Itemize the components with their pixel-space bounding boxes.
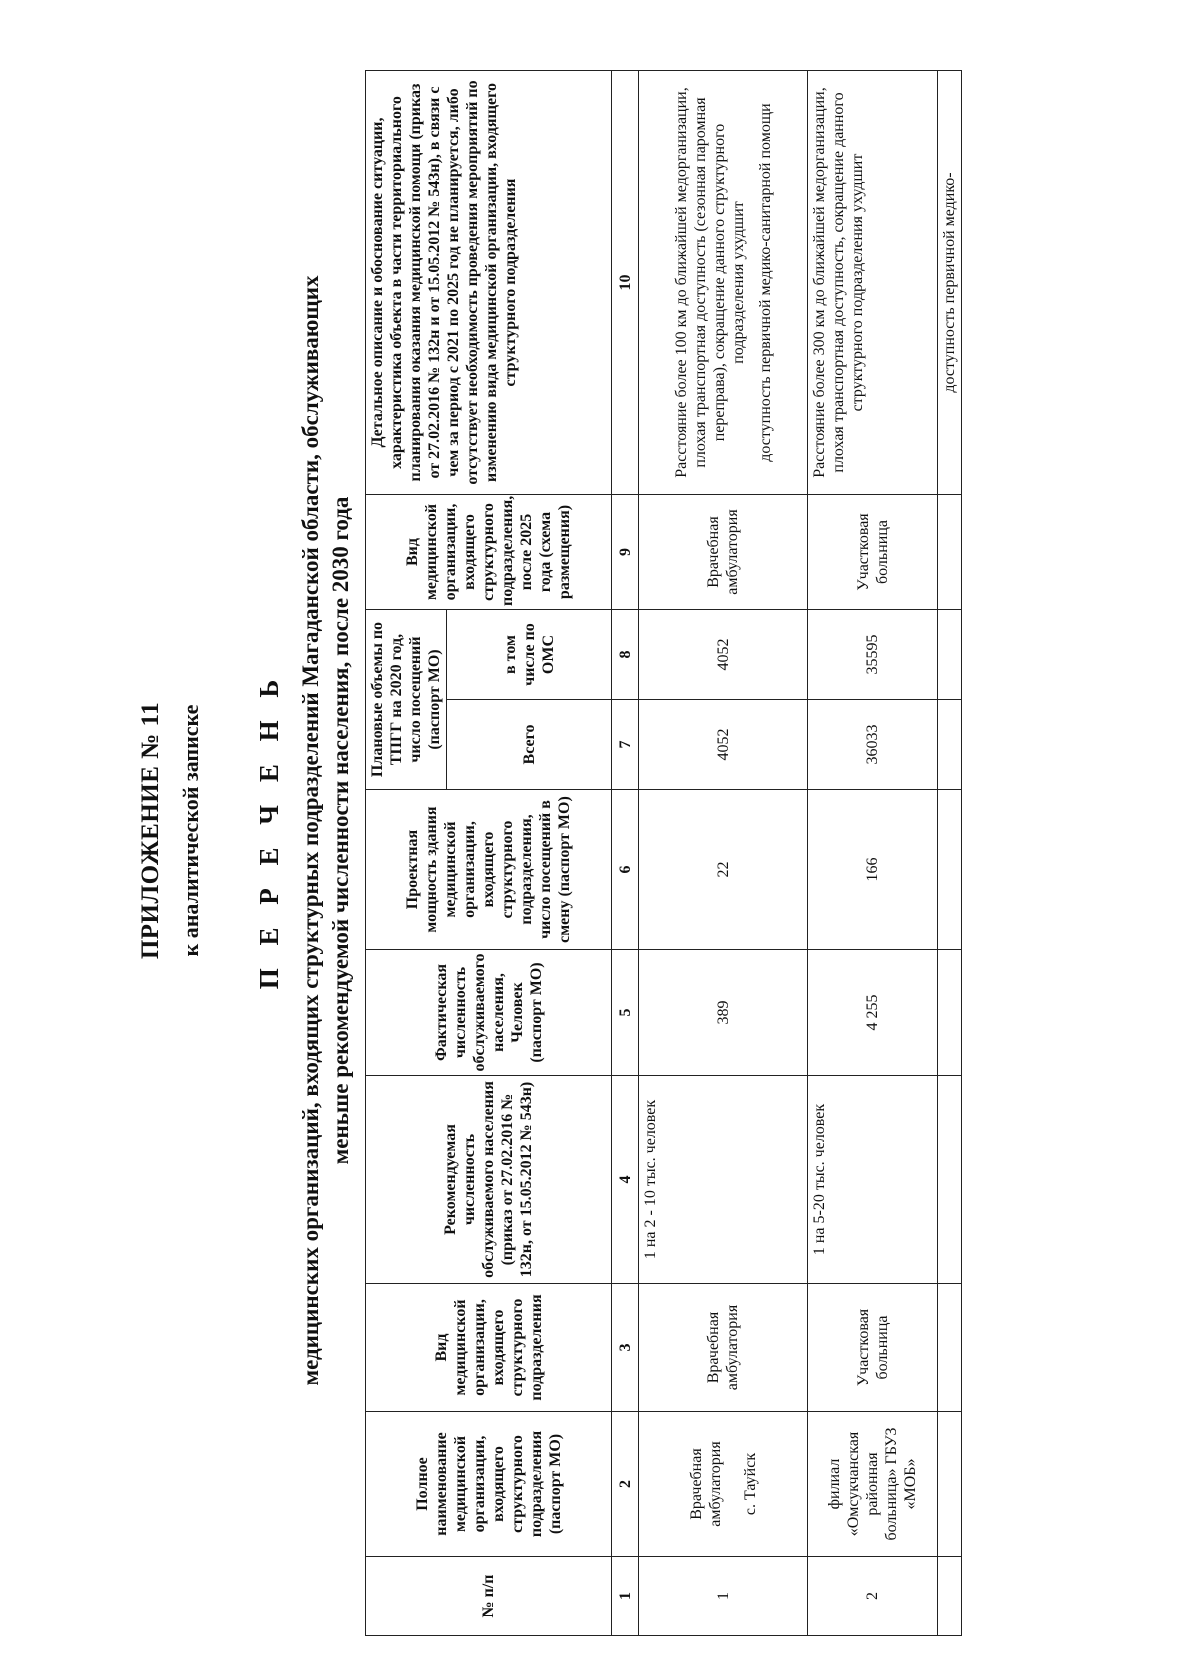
list-subtitle-line2: меньше рекомендуемой численности населения, после 2030 года xyxy=(328,496,353,1165)
header-description: Детальное описание и обоснование ситуации, характеристика объекта в части территориального планирования оказания медицинской помощи (приказ от 27.02.2016 № 132н и от 15.05.2012 № 543н), в связи с чем за период с 2021 по 2025 год не планируется, либо отсутствует необходимость проведения мероприятий по изменению вида медицинской организации, входящего структурного подразделения xyxy=(366,71,612,495)
partial-cell xyxy=(938,1412,962,1557)
partial-cell xyxy=(938,610,962,700)
header-full-name: Полное наименование медицинской организации, входящего структурного подразделения (паспорт МО) xyxy=(366,1412,612,1557)
row-capacity: 22 xyxy=(639,790,808,950)
header-actual: Фактическая численность обслуживаемого населения, Человек (паспорт МО) xyxy=(366,950,612,1076)
row-full-name-locality: с. Тауйск xyxy=(741,1452,759,1516)
row-full-name: филиал «Омсукчанская районная больница» ГБУЗ «МОБ» xyxy=(808,1412,938,1557)
row-recommended: 1 на 2 - 10 тыс. человек xyxy=(639,1076,808,1284)
row-oms: 4052 xyxy=(639,610,808,700)
row-full-name xyxy=(639,1412,808,1557)
partial-cell xyxy=(938,1284,962,1412)
partial-cell xyxy=(938,1076,962,1284)
table-row xyxy=(808,71,938,1636)
col-number: 8 xyxy=(612,610,639,700)
row-description-main: Расстояние более 100 км до ближайшей медорганизации, плохая транспортная доступность (сезонная паромная переправа), сокращение данного структурного подразделения ухудшит xyxy=(672,87,747,478)
col-number: 10 xyxy=(612,71,639,495)
col-number: 9 xyxy=(612,495,639,610)
partial-cell xyxy=(938,700,962,790)
column-numbers-row xyxy=(612,71,639,1636)
header-row-1 xyxy=(366,71,447,1636)
row-description xyxy=(639,71,808,495)
row-description-tail: доступность первичной медико-санитарной помощи xyxy=(756,103,774,462)
col-number: 5 xyxy=(612,950,639,1076)
organizations-table xyxy=(365,70,962,1636)
header-oms: в том числе по ОМС xyxy=(447,610,612,700)
header-planned-volumes: Плановые объемы по ТПГГ на 2020 год, число посещений (паспорт МО) xyxy=(366,610,447,790)
row-full-name-main: Врачебная амбулатория xyxy=(687,1441,724,1527)
list-subtitle-line1: медицинских организаций, входящих структурных подразделений Магаданской области, обслуживающих xyxy=(298,275,323,1386)
col-number: 7 xyxy=(612,700,639,790)
partial-cell xyxy=(938,1557,962,1636)
row-type: Врачебная амбулатория xyxy=(639,1284,808,1412)
col-number: 1 xyxy=(612,1557,639,1636)
row-type-after: Врачебная амбулатория xyxy=(639,495,808,610)
row-oms: 35595 xyxy=(808,610,938,700)
col-number: 4 xyxy=(612,1076,639,1284)
row-number: 2 xyxy=(808,1557,938,1636)
row-description: Расстояние более 300 км до ближайшей медорганизации, плохая транспортная доступность, сокращение данного структурного подразделения ухудшит xyxy=(808,71,938,495)
partial-cell xyxy=(938,950,962,1076)
header-recommended: Рекомендуемая численность обслуживаемого населения (приказ от 27.02.2016 № 132н, от 15.05.2012 № 543н) xyxy=(366,1076,612,1284)
row-actual: 389 xyxy=(639,950,808,1076)
row-recommended: 1 на 5-20 тыс. человек xyxy=(808,1076,938,1284)
row-number: 1 xyxy=(639,1557,808,1636)
col-number: 6 xyxy=(612,790,639,950)
partial-cell xyxy=(938,495,962,610)
header-total: Всего xyxy=(447,700,612,790)
partial-cell xyxy=(938,790,962,950)
header-type: Вид медицинской организации, входящего структурного подразделения xyxy=(366,1284,612,1412)
table-row-partial xyxy=(938,71,962,1636)
row-total: 36033 xyxy=(808,700,938,790)
table-row xyxy=(639,71,808,1636)
col-number: 2 xyxy=(612,1412,639,1557)
row-actual: 4 255 xyxy=(808,950,938,1076)
row-type: Участковая больница xyxy=(808,1284,938,1412)
row-capacity: 166 xyxy=(808,790,938,950)
list-subtitle xyxy=(296,0,356,1661)
header-number: № п/п xyxy=(366,1557,612,1636)
header-capacity: Проектная мощность здания медицинской организации, входящего структурного подразделения, число посещений в смену (паспорт МО) xyxy=(366,790,612,950)
header-type-after: Вид медицинской организации, входящего структурного подразделения, после 2025 года (схема размещения) xyxy=(366,495,612,610)
partial-description: доступность первичной медико- xyxy=(938,71,962,495)
appendix-title: ПРИЛОЖЕНИЕ № 11 xyxy=(137,701,164,960)
list-title: П Е Р Е Ч Е Н Ь xyxy=(254,671,284,990)
appendix-subtitle: к аналитической записке xyxy=(178,704,203,957)
row-type-after: Участковая больница xyxy=(808,495,938,610)
row-total: 4052 xyxy=(639,700,808,790)
col-number: 3 xyxy=(612,1284,639,1412)
